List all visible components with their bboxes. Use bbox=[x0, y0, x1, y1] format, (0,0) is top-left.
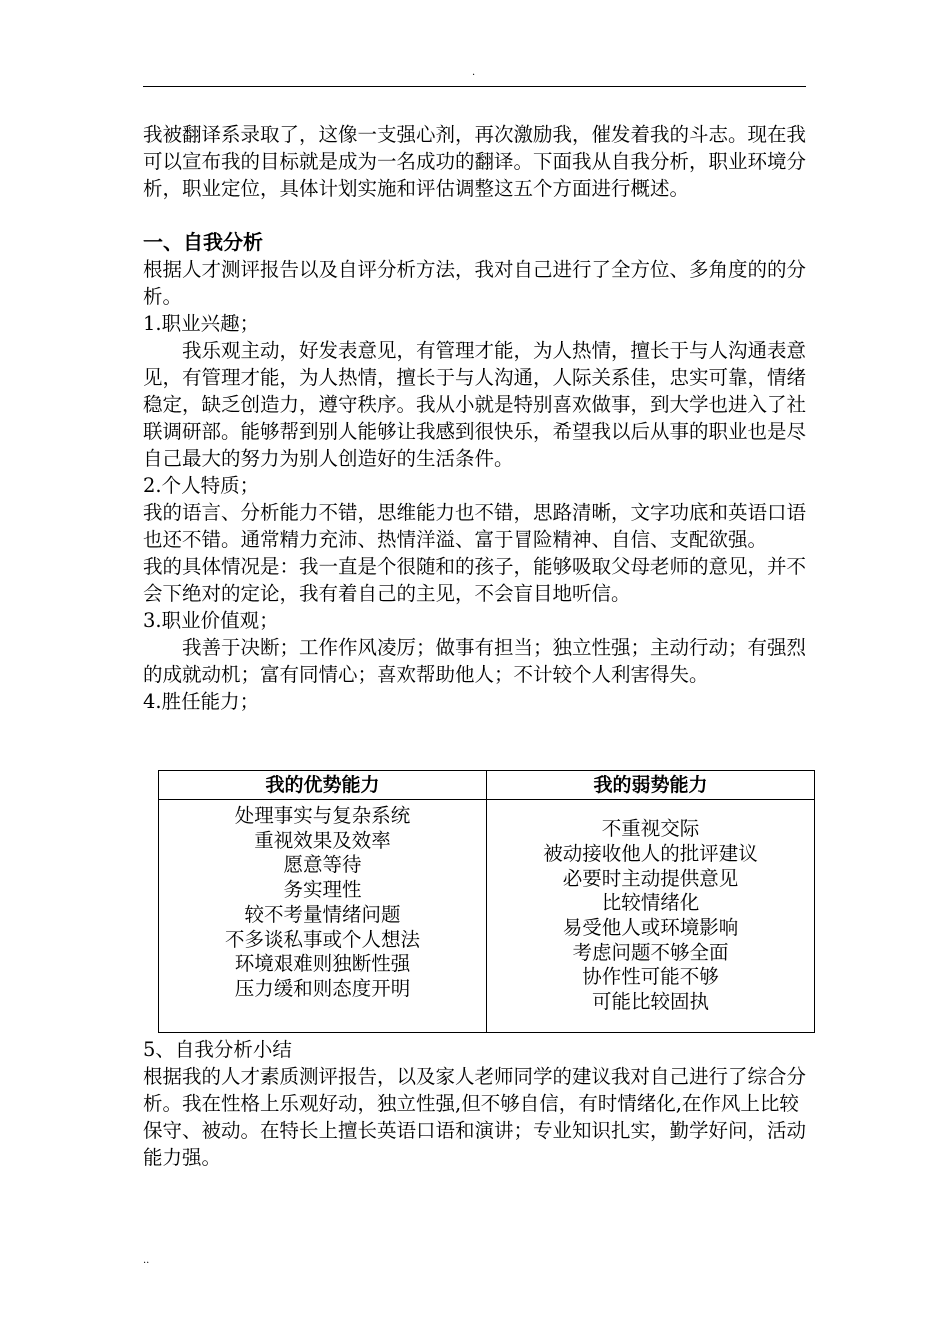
list-item: 处理事实与复杂系统 bbox=[234, 804, 411, 827]
strengths-header: 我的优势能力 bbox=[159, 771, 487, 800]
list-item: 可能比较固执 bbox=[591, 990, 709, 1014]
values-title: 3.职业价值观； bbox=[143, 609, 279, 632]
ability-table bbox=[158, 770, 815, 1033]
list-item: 重视效果及效率 bbox=[254, 828, 391, 852]
traits-title: 2.个人特质； bbox=[143, 474, 260, 497]
section-heading: 一、自我分析 bbox=[143, 230, 263, 254]
list-item: 务实理性 bbox=[283, 878, 362, 902]
ability-title: 4.胜任能力； bbox=[143, 690, 260, 713]
weaknesses-list bbox=[487, 817, 814, 1015]
footer-mark: .. bbox=[143, 1255, 150, 1266]
list-item: 被动接收他人的批评建议 bbox=[543, 841, 758, 865]
traits-paragraph-2: 我的具体情况是：我一直是个很随和的孩子，能够吸取父母老师的意见，并不会下绝对的定论，我有着自己的主见，不会盲目地听信。 bbox=[143, 555, 807, 605]
summary-block bbox=[143, 1036, 815, 1171]
list-item: 不多谈私事或个人想法 bbox=[224, 927, 420, 951]
list-item: 愿意等待 bbox=[283, 853, 362, 877]
strengths-list bbox=[159, 804, 486, 1002]
weaknesses-cell bbox=[487, 800, 815, 1033]
list-item: 环境艰难则独断性强 bbox=[234, 952, 411, 976]
list-item: 压力缓和则态度开明 bbox=[234, 976, 411, 1000]
section-intro: 根据人才测评报告以及自评分析方法，我对自己进行了全方位、多角度的的分析。 bbox=[143, 258, 807, 308]
document-body bbox=[143, 121, 815, 715]
weaknesses-header: 我的弱势能力 bbox=[487, 771, 815, 800]
summary-title: 5、自我分析小结 bbox=[143, 1038, 292, 1061]
list-item: 较不考量情绪问题 bbox=[244, 902, 401, 926]
header-rule bbox=[143, 86, 806, 87]
paragraph-gap bbox=[143, 202, 815, 229]
header-mark: . bbox=[472, 67, 476, 78]
list-item: 不重视交际 bbox=[601, 817, 700, 841]
intro-paragraph: 我被翻译系录取了，这像一支强心剂，再次激励我，催发着我的斗志。现在我可以宣布我的目标就是成为一名成功的翻译。下面我从自我分析，职业环境分析，职业定位，具体计划实施和评估调整这五个方面进行概述。 bbox=[143, 123, 807, 200]
list-item: 协作性可能不够 bbox=[582, 965, 719, 989]
list-item: 易受他人或环境影响 bbox=[562, 916, 739, 939]
ability-table-body-row bbox=[159, 800, 815, 1033]
traits-paragraph-1: 我的语言、分析能力不错，思维能力也不错，思路清晰，文字功底和英语口语也还不错。通常精力充沛、热情洋溢、富于冒险精神、自信、支配欲强。 bbox=[143, 501, 807, 551]
strengths-cell bbox=[159, 800, 487, 1033]
list-item: 必要时主动提供意见 bbox=[562, 866, 739, 890]
values-paragraph: 我善于决断；工作作风凌厉；做事有担当；独立性强；主动行动；有强烈的成就动机；富有同情心；喜欢帮助他人；不计较个人利害得失。 bbox=[143, 636, 807, 686]
list-item: 比较情绪化 bbox=[601, 891, 700, 915]
list-item: 考虑问题不够全面 bbox=[572, 940, 729, 964]
summary-paragraph: 根据我的人才素质测评报告，以及家人老师同学的建议我对自己进行了综合分析。我在性格上乐观好动，独立性强,但不够自信，有时情绪化,在作风上比较保守、被动。在特长上擅长英语口语和演讲；专业知识扎实，勤学好问，活动能力强。 bbox=[143, 1065, 807, 1169]
interest-title: 1.职业兴趣； bbox=[143, 312, 260, 335]
ability-table-header-row bbox=[159, 771, 815, 800]
interest-paragraph: 我乐观主动，好发表意见，有管理才能，为人热情，擅长于与人沟通表意见，有管理才能，为人热情，擅长于与人沟通，人际关系佳，忠实可靠，情绪稳定，缺乏创造力，遵守秩序。我从小就是特别喜欢做事，到大学也进入了社联调研部。能够帮到别人能够让我感到很快乐，希望我以后从事的职业也是尽自己最大的努力为别人创造好的生活条件。 bbox=[143, 339, 807, 470]
